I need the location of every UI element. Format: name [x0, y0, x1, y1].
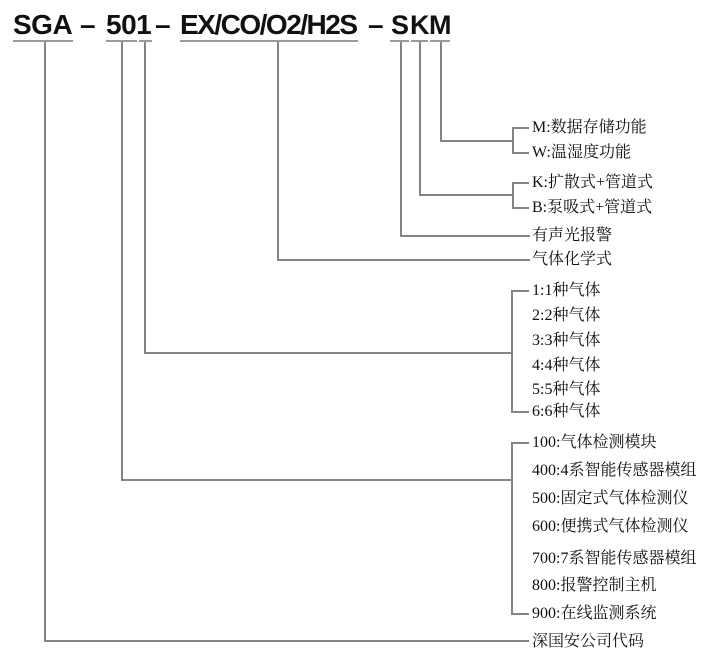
- connector-series-horizontal: [121, 479, 512, 481]
- legend-series-400: 400:4系智能传感器模组: [532, 462, 697, 479]
- bracket-data-function-vertical: [512, 127, 514, 154]
- legend-data-storage: M:数据存储功能: [532, 119, 647, 136]
- separator-dash-2: –: [155, 9, 171, 40]
- connector-k-horizontal: [419, 194, 513, 196]
- bracket-product-series-stub-top: [511, 442, 529, 444]
- bracket-sampling-vertical: [512, 182, 514, 209]
- legend-pump-type: B:泵吸式+管道式: [532, 199, 653, 216]
- bracket-sampling-stub-top: [512, 182, 529, 184]
- model-function-code-m: M: [429, 10, 451, 40]
- legend-series-700: 700:7系智能传感器模组: [532, 550, 697, 567]
- model-function-code-s: S: [391, 10, 409, 40]
- connector-k-vertical: [419, 42, 421, 195]
- underline-gas-formula: [180, 40, 358, 42]
- connector-company-horizontal: [44, 640, 529, 642]
- legend-series-500: 500:固定式气体检测仪: [532, 490, 689, 507]
- legend-series-100: 100:气体检测模块: [532, 434, 657, 451]
- legend-gas-count-3: 3:3种气体: [532, 332, 601, 349]
- legend-series-600: 600:便携式气体检测仪: [532, 518, 689, 535]
- bracket-data-function-stub-bottom: [512, 152, 529, 154]
- legend-gas-count-4: 4:4种气体: [532, 357, 601, 374]
- bracket-product-series-stub-bottom: [511, 613, 529, 615]
- connector-gas-count-vertical: [144, 42, 146, 353]
- connector-company-vertical: [44, 42, 46, 641]
- connector-m-vertical: [440, 42, 442, 141]
- model-company-prefix: SGA: [13, 9, 73, 40]
- bracket-product-series-vertical: [511, 442, 513, 614]
- bracket-gas-count-vertical: [511, 290, 513, 412]
- legend-gas-count-5: 5:5种气体: [532, 381, 601, 398]
- legend-company-code: 深国安公司代码: [532, 633, 645, 650]
- connector-formula-vertical: [277, 42, 279, 260]
- legend-gas-formula-note: 气体化学式: [532, 251, 613, 268]
- model-series-code: 501: [106, 9, 152, 40]
- legend-gas-count-2: 2:2种气体: [532, 307, 601, 324]
- connector-s-vertical: [400, 42, 402, 236]
- legend-series-800: 800:报警控制主机: [532, 577, 657, 594]
- separator-dash-3: –: [368, 9, 384, 40]
- underline-gas-count-part: [139, 40, 152, 42]
- bracket-sampling-stub-bottom: [512, 207, 529, 209]
- legend-alarm-note: 有声光报警: [532, 227, 613, 244]
- legend-gas-count-1: 1:1种气体: [532, 282, 601, 299]
- bracket-gas-count-stub-bottom: [511, 411, 529, 413]
- legend-diffusion-type: K:扩散式+管道式: [532, 174, 654, 191]
- legend-gas-count-6: 6:6种气体: [532, 403, 601, 420]
- underline-company-prefix: [13, 40, 73, 42]
- model-gas-formula: EX/CO/O2/H2S: [180, 9, 357, 40]
- connector-gas-count-horizontal: [144, 352, 512, 354]
- bracket-data-function-stub-top: [512, 127, 529, 129]
- legend-series-900: 900:在线监测系统: [532, 605, 657, 622]
- separator-dash-1: –: [80, 9, 96, 40]
- connector-s-horizontal: [400, 235, 530, 237]
- connector-series-vertical: [121, 42, 123, 480]
- connector-formula-horizontal: [277, 259, 530, 261]
- bracket-gas-count-stub-top: [511, 290, 529, 292]
- connector-m-horizontal: [440, 140, 513, 142]
- model-function-code-k: K: [410, 10, 429, 40]
- legend-temp-humidity: W:温湿度功能: [532, 144, 631, 161]
